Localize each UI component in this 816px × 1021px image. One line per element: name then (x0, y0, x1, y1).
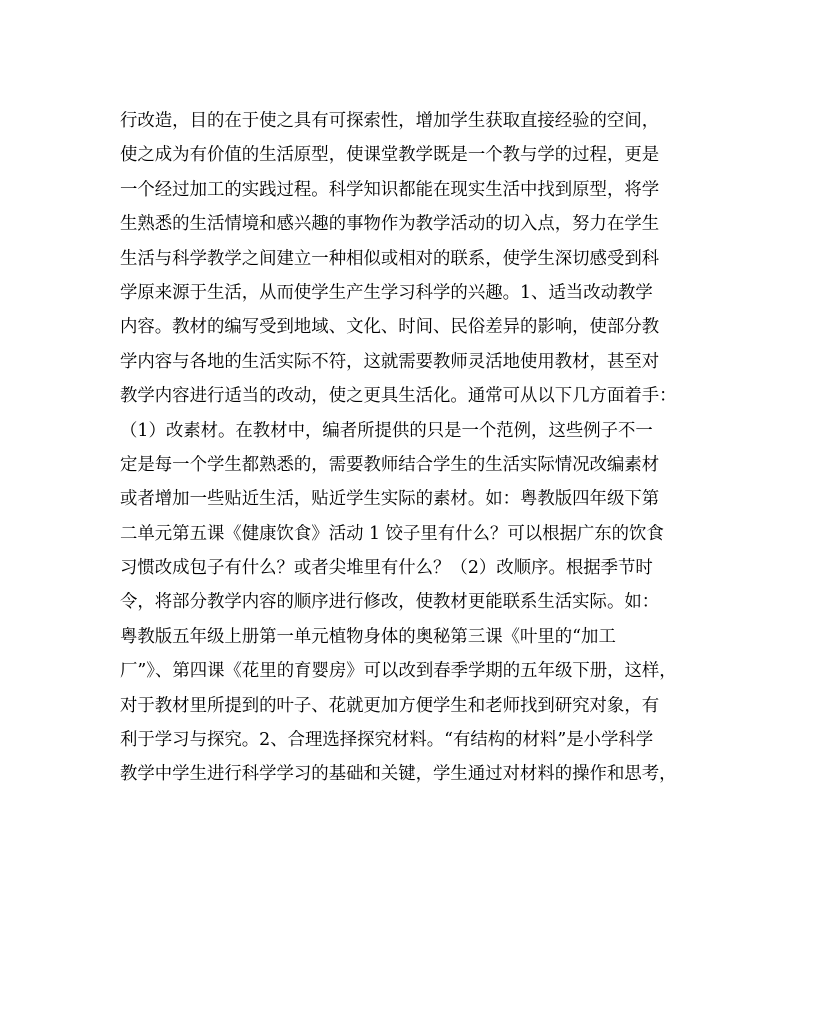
text-line: 行改造，目的在于使之具有可探索性，增加学生获取直接经验的空间， (120, 111, 660, 131)
text-line: 教学内容进行适当的改动，使之更具生活化。通常可从以下几方面着手： (120, 386, 677, 407)
text-line: 一个经过加工的实践过程。科学知识都能在现实生活中找到原型，将学 (120, 179, 660, 200)
text-line: 定是每一个学生都熟悉的，需要教师结合学生的生活实际情况改编素材 (120, 454, 660, 475)
text-line: 二单元第五课《健康饮食》活动 1 饺子里有什么？可以根据广东的饮食 (120, 523, 664, 544)
text-line: 学内容与各地的生活实际不符，这就需要教师灵活地使用教材，甚至对 (120, 351, 660, 372)
text-line: 令，将部分教学内容的顺序进行修改，使教材更能联系生活实际。如： (120, 592, 660, 613)
body-text (120, 104, 700, 792)
text-line: （1）改素材。在教材中，编者所提供的只是一个范例，这些例子不一 (120, 420, 653, 441)
text-line: 厂”》、第四课《花里的育婴房》可以改到春季学期的五年级下册，这样， (120, 661, 677, 682)
text-line: 利于学习与探究。2、合理选择探究材料。“有结构的材料”是小学科学 (120, 730, 654, 751)
text-line: 内容。教材的编写受到地域、文化、时间、民俗差异的影响，使部分教 (120, 317, 660, 338)
text-line: 生熟悉的生活情境和感兴趣的事物作为教学活动的切入点，努力在学生 (120, 214, 660, 235)
text-line: 对于教材里所提到的叶子、花就更加方便学生和老师找到研究对象，有 (120, 695, 660, 716)
text-line: 或者增加一些贴近生活，贴近学生实际的素材。如：粤教版四年级下第 (120, 489, 660, 510)
text-line: 教学中学生进行科学学习的基础和关键，学生通过对材料的操作和思考， (120, 764, 677, 785)
text-line: 学原来源于生活，从而使学生产生学习科学的兴趣。1、适当改动教学 (120, 282, 653, 303)
text-line: 生活与科学教学之间建立一种相似或相对的联系，使学生深切感受到科 (120, 248, 660, 269)
text-line: 习惯改成包子有什么？或者尖堆里有什么？（2）改顺序。根据季节时 (120, 558, 653, 579)
text-line: 粤教版五年级上册第一单元植物身体的奥秘第三课《叶里的“加工 (120, 626, 616, 647)
text-line: 使之成为有价值的生活原型，使课堂教学既是一个教与学的过程，更是 (120, 145, 660, 166)
